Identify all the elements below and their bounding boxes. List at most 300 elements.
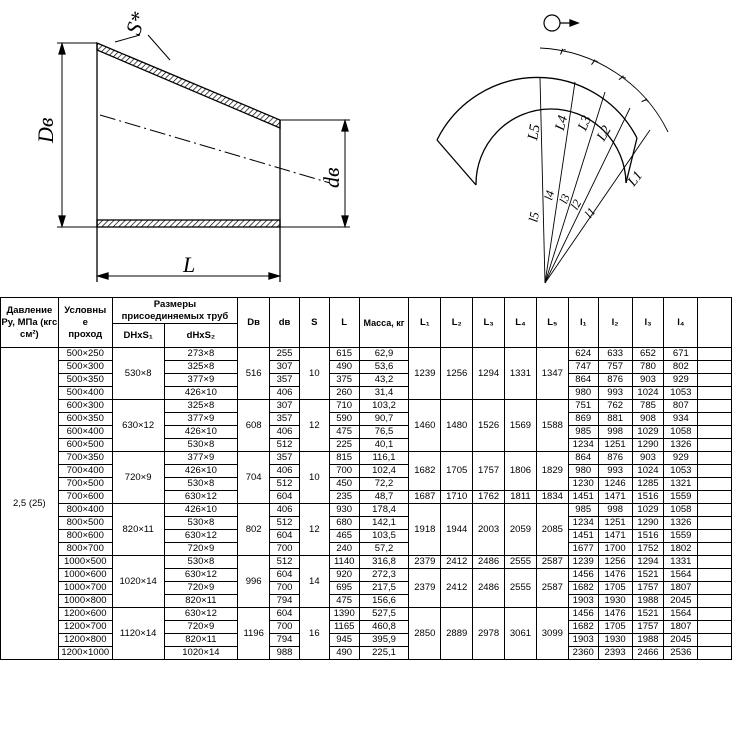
l3-cell: 1290	[632, 439, 664, 452]
l1-cell: 864	[568, 374, 598, 387]
dv-small-cell: 406	[270, 387, 300, 400]
l4-cell: 671	[664, 348, 698, 361]
extra-cell	[698, 504, 732, 517]
extra-cell	[698, 647, 732, 660]
header-pressure: Давление Ру, МПа (кгс см²)	[0, 298, 58, 348]
dv-small-cell: 604	[270, 569, 300, 582]
extra-cell	[698, 621, 732, 634]
length-cell: 475	[329, 595, 359, 608]
length-cell: 375	[329, 374, 359, 387]
s-cell: 12	[299, 504, 329, 556]
extra-cell	[698, 426, 732, 439]
dv-small-cell: 307	[270, 361, 300, 374]
conditional-cell: 700×600	[58, 491, 112, 504]
L2-cell: 2889	[441, 608, 473, 660]
dv-small-cell: 512	[270, 517, 300, 530]
l4-cell: 1058	[664, 426, 698, 439]
l4-cell: 1321	[664, 478, 698, 491]
header-conditional: Условны е проход	[58, 298, 112, 348]
dv-small-cell: 604	[270, 608, 300, 621]
length-cell: 1165	[329, 621, 359, 634]
l3-cell: 1988	[632, 634, 664, 647]
conditional-cell: 800×500	[58, 517, 112, 530]
dh2-cell: 377×9	[164, 413, 238, 426]
conditional-cell: 500×350	[58, 374, 112, 387]
l4-cell: 802	[664, 361, 698, 374]
dv-small-cell: 794	[270, 595, 300, 608]
L3-cell: 2486	[473, 556, 505, 569]
dv-big-cell: 1196	[238, 608, 270, 660]
L5-cell: 3099	[536, 608, 568, 660]
dh2-cell: 630×12	[164, 608, 238, 621]
table-row	[0, 361, 732, 374]
dh2-cell: 720×9	[164, 582, 238, 595]
l2-cell: 1256	[598, 556, 632, 569]
l1-cell: 1682	[568, 621, 598, 634]
header-l3: l₃	[632, 298, 664, 348]
length-cell: 920	[329, 569, 359, 582]
dv-small-cell: 406	[270, 465, 300, 478]
l2-cell: 876	[598, 374, 632, 387]
dh2-cell: 325×8	[164, 400, 238, 413]
table-row	[0, 647, 732, 660]
l2-cell: 998	[598, 504, 632, 517]
dh2-cell: 630×12	[164, 530, 238, 543]
dv-small-cell: 794	[270, 634, 300, 647]
length-cell: 615	[329, 348, 359, 361]
table-row	[0, 517, 732, 530]
dh2-cell: 426×10	[164, 465, 238, 478]
svg-text:L2: L2	[594, 123, 615, 144]
conditional-cell: 1000×700	[58, 582, 112, 595]
l4-cell: 934	[664, 413, 698, 426]
conditional-cell: 1200×1000	[58, 647, 112, 660]
l4-cell: 1053	[664, 387, 698, 400]
s-cell: 10	[299, 348, 329, 400]
l1-cell: 869	[568, 413, 598, 426]
dv-small-cell: 512	[270, 439, 300, 452]
mass-cell: 53,6	[359, 361, 409, 374]
mass-cell: 90,7	[359, 413, 409, 426]
header-mass: Масса, кг	[359, 298, 409, 348]
dv-big-label: Dв	[33, 117, 58, 143]
header-L4: L₄	[505, 298, 537, 348]
l2-cell: 757	[598, 361, 632, 374]
l4-cell: 1802	[664, 543, 698, 556]
l3-cell: 1757	[632, 621, 664, 634]
dv-big-cell: 516	[238, 348, 270, 400]
l4-cell: 1807	[664, 582, 698, 595]
table-row	[0, 491, 732, 504]
l3-cell: 1024	[632, 387, 664, 400]
header-Dv: Dв	[238, 298, 270, 348]
conditional-cell: 700×500	[58, 478, 112, 491]
l4-cell: 929	[664, 374, 698, 387]
dh2-cell: 1020×14	[164, 647, 238, 660]
length-cell: 710	[329, 400, 359, 413]
header-l2: l₂	[598, 298, 632, 348]
dv-big-cell: 802	[238, 504, 270, 556]
L3-cell: 2003	[473, 504, 505, 556]
l3-cell: 1516	[632, 530, 664, 543]
L4-cell: 2059	[505, 504, 537, 556]
conditional-cell: 1000×800	[58, 595, 112, 608]
table-row	[0, 452, 732, 465]
L5-cell: 2587	[536, 556, 568, 569]
mass-cell: 72,2	[359, 478, 409, 491]
L3-cell: 2486	[473, 569, 505, 608]
l1-cell: 1234	[568, 439, 598, 452]
dh2-cell: 530×8	[164, 517, 238, 530]
conditional-cell: 1000×500	[58, 556, 112, 569]
l4-cell: 1331	[664, 556, 698, 569]
extra-cell	[698, 569, 732, 582]
l1-cell: 1903	[568, 634, 598, 647]
l4-cell: 807	[664, 400, 698, 413]
extra-cell	[698, 530, 732, 543]
dv-small-cell: 512	[270, 556, 300, 569]
s-cell: 10	[299, 452, 329, 504]
l3-cell: 908	[632, 413, 664, 426]
svg-text:r: r	[638, 93, 654, 107]
dv-small-cell: 357	[270, 452, 300, 465]
L1-cell: 2379	[409, 569, 441, 608]
extra-cell	[698, 452, 732, 465]
extra-cell	[698, 595, 732, 608]
mass-cell: 103,2	[359, 400, 409, 413]
l3-cell: 1285	[632, 478, 664, 491]
elbow-drawing	[437, 15, 668, 283]
L4-cell: 1811	[505, 491, 537, 504]
dh2-cell: 530×8	[164, 556, 238, 569]
L1-cell: 2379	[409, 556, 441, 569]
length-cell: 815	[329, 452, 359, 465]
table-row	[0, 556, 732, 569]
L4-cell: 3061	[505, 608, 537, 660]
l2-cell: 1251	[598, 517, 632, 530]
mass-cell: 76,5	[359, 426, 409, 439]
L1-cell: 1682	[409, 452, 441, 491]
dh2-cell: 426×10	[164, 387, 238, 400]
svg-text:L5: L5	[525, 123, 544, 142]
L2-cell: 2412	[441, 569, 473, 608]
s-cell: 12	[299, 400, 329, 452]
l1-cell: 864	[568, 452, 598, 465]
L2-cell: 2412	[441, 556, 473, 569]
l3-cell: 903	[632, 452, 664, 465]
length-cell: 700	[329, 465, 359, 478]
svg-text:L1: L1	[625, 168, 647, 190]
l2-cell: 876	[598, 452, 632, 465]
dh2-cell: 530×8	[164, 439, 238, 452]
length-cell: 945	[329, 634, 359, 647]
extra-cell	[698, 400, 732, 413]
l3-cell: 1029	[632, 426, 664, 439]
l2-cell: 633	[598, 348, 632, 361]
mass-cell: 316,8	[359, 556, 409, 569]
l3-cell: 785	[632, 400, 664, 413]
mass-cell: 102,4	[359, 465, 409, 478]
dh2-cell: 630×12	[164, 491, 238, 504]
svg-text:L3: L3	[575, 113, 596, 134]
dh-cell: 530×8	[112, 348, 164, 400]
dv-small-cell: 700	[270, 621, 300, 634]
dh-cell: 720×9	[112, 452, 164, 504]
dh2-cell: 720×9	[164, 543, 238, 556]
dh-cell: 630×12	[112, 400, 164, 452]
header-DH: DHxS₁	[112, 324, 164, 348]
l3-cell: 903	[632, 374, 664, 387]
header-l1: l₁	[568, 298, 598, 348]
extra-cell	[698, 634, 732, 647]
extra-cell	[698, 491, 732, 504]
dv-big-cell: 608	[238, 400, 270, 452]
l2-cell: 998	[598, 426, 632, 439]
length-cell: 930	[329, 504, 359, 517]
l4-cell: 1326	[664, 517, 698, 530]
dv-small-cell: 604	[270, 491, 300, 504]
header-L3: L₃	[473, 298, 505, 348]
L4-cell: 1569	[505, 400, 537, 452]
l4-cell: 1326	[664, 439, 698, 452]
L2-cell: 1705	[441, 452, 473, 491]
header-L5: L₅	[536, 298, 568, 348]
l1-cell: 985	[568, 426, 598, 439]
table-row	[0, 621, 732, 634]
conditional-cell: 800×400	[58, 504, 112, 517]
L2-cell: 1710	[441, 491, 473, 504]
mass-cell: 272,3	[359, 569, 409, 582]
technical-drawing	[0, 0, 750, 295]
svg-text:l1: l1	[581, 204, 599, 221]
extra-cell	[698, 413, 732, 426]
l4-cell: 2045	[664, 595, 698, 608]
l1-cell: 980	[568, 387, 598, 400]
table-row	[0, 374, 732, 387]
table-row	[0, 608, 732, 621]
extra-cell	[698, 608, 732, 621]
l1-cell: 985	[568, 504, 598, 517]
l1-cell: 1682	[568, 582, 598, 595]
l1-cell: 1234	[568, 517, 598, 530]
dh2-cell: 377×9	[164, 452, 238, 465]
dh2-cell: 530×8	[164, 478, 238, 491]
conditional-cell: 500×300	[58, 361, 112, 374]
l1-cell: 1677	[568, 543, 598, 556]
dv-small-cell: 255	[270, 348, 300, 361]
conditional-cell: 600×400	[58, 426, 112, 439]
table-row	[0, 530, 732, 543]
mass-cell: 31,4	[359, 387, 409, 400]
length-cell: 1390	[329, 608, 359, 621]
L3-cell: 1526	[473, 400, 505, 452]
dv-small-cell: 357	[270, 413, 300, 426]
L4-cell: 2555	[505, 569, 537, 608]
conditional-cell: 1200×600	[58, 608, 112, 621]
dh-cell: 1020×14	[112, 556, 164, 608]
dh2-cell: 273×8	[164, 348, 238, 361]
s-star-label: S*	[120, 8, 152, 38]
table-row	[0, 465, 732, 478]
header-L1: L₁	[409, 298, 441, 348]
l2-cell: 1476	[598, 569, 632, 582]
l1-cell: 1451	[568, 491, 598, 504]
conditional-cell: 700×350	[58, 452, 112, 465]
L2-cell: 1480	[441, 400, 473, 452]
dimensions-table	[0, 297, 732, 660]
dh-cell: 820×11	[112, 504, 164, 556]
mass-cell: 48,7	[359, 491, 409, 504]
L5-cell: 1834	[536, 491, 568, 504]
l3-cell: 1521	[632, 569, 664, 582]
l2-cell: 1700	[598, 543, 632, 556]
length-cell: 450	[329, 478, 359, 491]
table-row	[0, 413, 732, 426]
conditional-cell: 1200×800	[58, 634, 112, 647]
l3-cell: 1757	[632, 582, 664, 595]
extra-cell	[698, 556, 732, 569]
pressure-cell: 2,5 (25)	[0, 348, 58, 660]
mass-cell: 225,1	[359, 647, 409, 660]
table-row	[0, 387, 732, 400]
extra-cell	[698, 465, 732, 478]
L3-cell: 1294	[473, 348, 505, 400]
svg-text:l2: l2	[567, 197, 585, 213]
dh2-cell: 820×11	[164, 595, 238, 608]
l4-cell: 1564	[664, 608, 698, 621]
l2-cell: 993	[598, 387, 632, 400]
extra-cell	[698, 582, 732, 595]
L2-cell: 1944	[441, 504, 473, 556]
l4-cell: 1058	[664, 504, 698, 517]
l3-cell: 1988	[632, 595, 664, 608]
L4-cell: 2555	[505, 556, 537, 569]
svg-text:l5: l5	[525, 210, 542, 224]
conditional-cell: 1000×600	[58, 569, 112, 582]
length-cell: 475	[329, 426, 359, 439]
table-row	[0, 634, 732, 647]
mass-cell: 57,2	[359, 543, 409, 556]
l1-cell: 2360	[568, 647, 598, 660]
conditional-cell: 500×250	[58, 348, 112, 361]
conditional-cell: 800×700	[58, 543, 112, 556]
conditional-cell: 500×400	[58, 387, 112, 400]
dv-small-cell: 406	[270, 426, 300, 439]
svg-text:r: r	[558, 42, 567, 59]
conditional-cell: 600×350	[58, 413, 112, 426]
length-cell: 235	[329, 491, 359, 504]
l4-cell: 1559	[664, 530, 698, 543]
l1-cell: 980	[568, 465, 598, 478]
length-cell: 680	[329, 517, 359, 530]
length-cell: 490	[329, 361, 359, 374]
L3-cell: 1762	[473, 491, 505, 504]
header-L2: L₂	[441, 298, 473, 348]
l3-cell: 1294	[632, 556, 664, 569]
l3-cell: 1029	[632, 504, 664, 517]
l1-cell: 1903	[568, 595, 598, 608]
L3-cell: 1757	[473, 452, 505, 491]
extra-cell	[698, 478, 732, 491]
s-cell: 16	[299, 608, 329, 660]
dv-small-cell: 406	[270, 504, 300, 517]
dv-small-cell: 357	[270, 374, 300, 387]
l2-cell: 1476	[598, 608, 632, 621]
conditional-cell: 600×300	[58, 400, 112, 413]
L5-cell: 1829	[536, 452, 568, 491]
l2-cell: 1930	[598, 634, 632, 647]
reducer-drawing	[57, 35, 350, 282]
l2-cell: 1930	[598, 595, 632, 608]
l2-cell: 993	[598, 465, 632, 478]
dv-big-cell: 704	[238, 452, 270, 504]
extra-cell	[698, 517, 732, 530]
conditional-cell: 600×500	[58, 439, 112, 452]
conditional-cell: 1200×700	[58, 621, 112, 634]
l3-cell: 1024	[632, 465, 664, 478]
dh2-cell: 325×8	[164, 361, 238, 374]
header-S: S	[299, 298, 329, 348]
L5-cell: 2587	[536, 569, 568, 608]
l3-cell: 652	[632, 348, 664, 361]
length-label: L	[183, 252, 196, 277]
L5-cell: 1588	[536, 400, 568, 452]
l1-cell: 1239	[568, 556, 598, 569]
conditional-cell: 700×400	[58, 465, 112, 478]
dv-small-cell: 700	[270, 582, 300, 595]
l1-cell: 1230	[568, 478, 598, 491]
extra-cell	[698, 361, 732, 374]
mass-cell: 142,1	[359, 517, 409, 530]
extra-cell	[698, 439, 732, 452]
mass-cell: 527,5	[359, 608, 409, 621]
L1-cell: 1918	[409, 504, 441, 556]
dh2-cell: 630×12	[164, 569, 238, 582]
l1-cell: 747	[568, 361, 598, 374]
l3-cell: 1521	[632, 608, 664, 621]
l4-cell: 2536	[664, 647, 698, 660]
l1-cell: 1456	[568, 608, 598, 621]
s-cell: 14	[299, 556, 329, 608]
table-row	[0, 439, 732, 452]
mass-cell: 43,2	[359, 374, 409, 387]
l4-cell: 2045	[664, 634, 698, 647]
table-row	[0, 400, 732, 413]
l4-cell: 1807	[664, 621, 698, 634]
svg-text:L4: L4	[552, 113, 572, 133]
svg-text:r: r	[589, 53, 601, 70]
extra-cell	[698, 387, 732, 400]
L3-cell: 2978	[473, 608, 505, 660]
L4-cell: 1806	[505, 452, 537, 491]
mass-cell: 103,5	[359, 530, 409, 543]
extra-cell	[698, 543, 732, 556]
conditional-cell: 800×600	[58, 530, 112, 543]
mass-cell: 116,1	[359, 452, 409, 465]
header-extra	[698, 298, 732, 348]
dh2-cell: 720×9	[164, 621, 238, 634]
length-cell: 590	[329, 413, 359, 426]
mass-cell: 156,6	[359, 595, 409, 608]
dh-cell: 1120×14	[112, 608, 164, 660]
svg-text:r: r	[616, 70, 630, 85]
table-row	[0, 582, 732, 595]
dv-small-cell: 988	[270, 647, 300, 660]
dimensions-table-wrap	[0, 297, 750, 750]
length-cell: 260	[329, 387, 359, 400]
L1-cell: 1460	[409, 400, 441, 452]
table-row	[0, 478, 732, 491]
